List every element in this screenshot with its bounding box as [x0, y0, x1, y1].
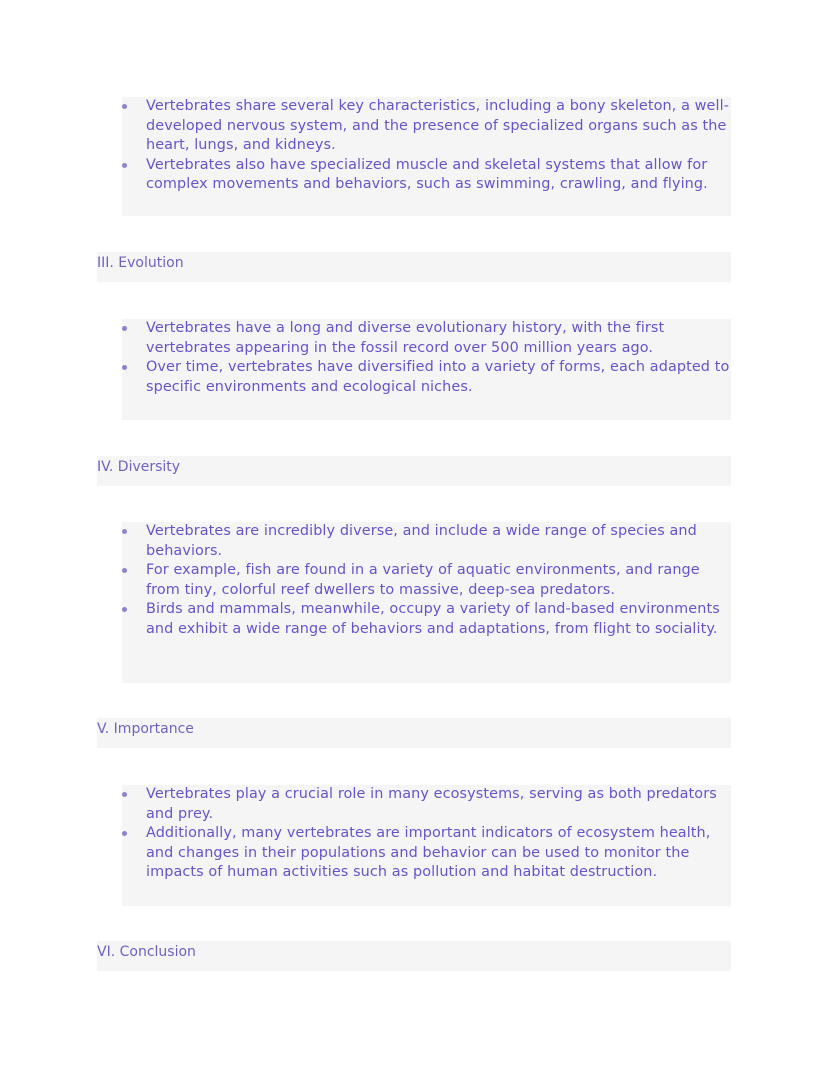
- list-item-text: Vertebrates share several key characteristics, including a bony skeleton, a well-developed nervous system, and the presence of specialized organs such as the heart, lungs, and kidneys.: [146, 98, 729, 154]
- section-heading-evolution: [97, 252, 731, 282]
- bullet-icon: [122, 529, 127, 534]
- list-item-text: Additionally, many vertebrates are important indicators of ecosystem health, and changes in their populations and behavior can be used to monitor the impacts of human activities such as pollution and habitat destruction.: [146, 825, 711, 881]
- list-item-text: Vertebrates are incredibly diverse, and include a wide range of species and behaviors.: [146, 523, 697, 559]
- bullet-icon: [122, 326, 127, 331]
- section-heading-text: III. Evolution: [97, 255, 184, 271]
- list-item: [122, 97, 731, 156]
- section-heading-text: VI. Conclusion: [97, 944, 196, 960]
- list-item: [122, 600, 731, 639]
- list-item: [122, 319, 731, 358]
- list-item: [122, 561, 731, 600]
- list-item: [122, 785, 731, 824]
- section-heading-importance: [97, 718, 731, 748]
- bullet-icon: [122, 163, 127, 168]
- bullet-icon: [122, 607, 127, 612]
- section-heading-diversity: [97, 456, 731, 486]
- list-item-text: Vertebrates play a crucial role in many ecosystems, serving as both predators and prey.: [146, 786, 717, 822]
- section-heading-conclusion: [97, 941, 731, 971]
- list-item: [122, 824, 731, 883]
- bullet-icon: [122, 792, 127, 797]
- importance-bullet-list: [122, 785, 731, 906]
- list-item-text: Over time, vertebrates have diversified into a variety of forms, each adapted to specific environments and ecological niches.: [146, 359, 730, 395]
- bullet-icon: [122, 365, 127, 370]
- characteristics-bullet-list: [122, 97, 731, 216]
- bullet-icon: [122, 568, 127, 573]
- diversity-bullet-list: [122, 522, 731, 683]
- list-item: [122, 358, 731, 397]
- evolution-bullet-list: [122, 319, 731, 420]
- list-item: [122, 522, 731, 561]
- bullet-icon: [122, 104, 127, 109]
- bullet-icon: [122, 831, 127, 836]
- list-item-text: For example, fish are found in a variety of aquatic environments, and range from tiny, colorful reef dwellers to massive, deep-sea predators.: [146, 562, 700, 598]
- list-item: [122, 156, 731, 195]
- list-item-text: Birds and mammals, meanwhile, occupy a variety of land-based environments and exhibit a wide range of behaviors and adaptations, from flight to sociality.: [146, 601, 720, 637]
- section-heading-text: IV. Diversity: [97, 459, 181, 475]
- section-heading-text: V. Importance: [97, 721, 194, 737]
- list-item-text: Vertebrates have a long and diverse evolutionary history, with the first vertebrates appearing in the fossil record over 500 million years ago.: [146, 320, 665, 356]
- list-item-text: Vertebrates also have specialized muscle and skeletal systems that allow for complex movements and behaviors, such as swimming, crawling, and flying.: [146, 156, 708, 193]
